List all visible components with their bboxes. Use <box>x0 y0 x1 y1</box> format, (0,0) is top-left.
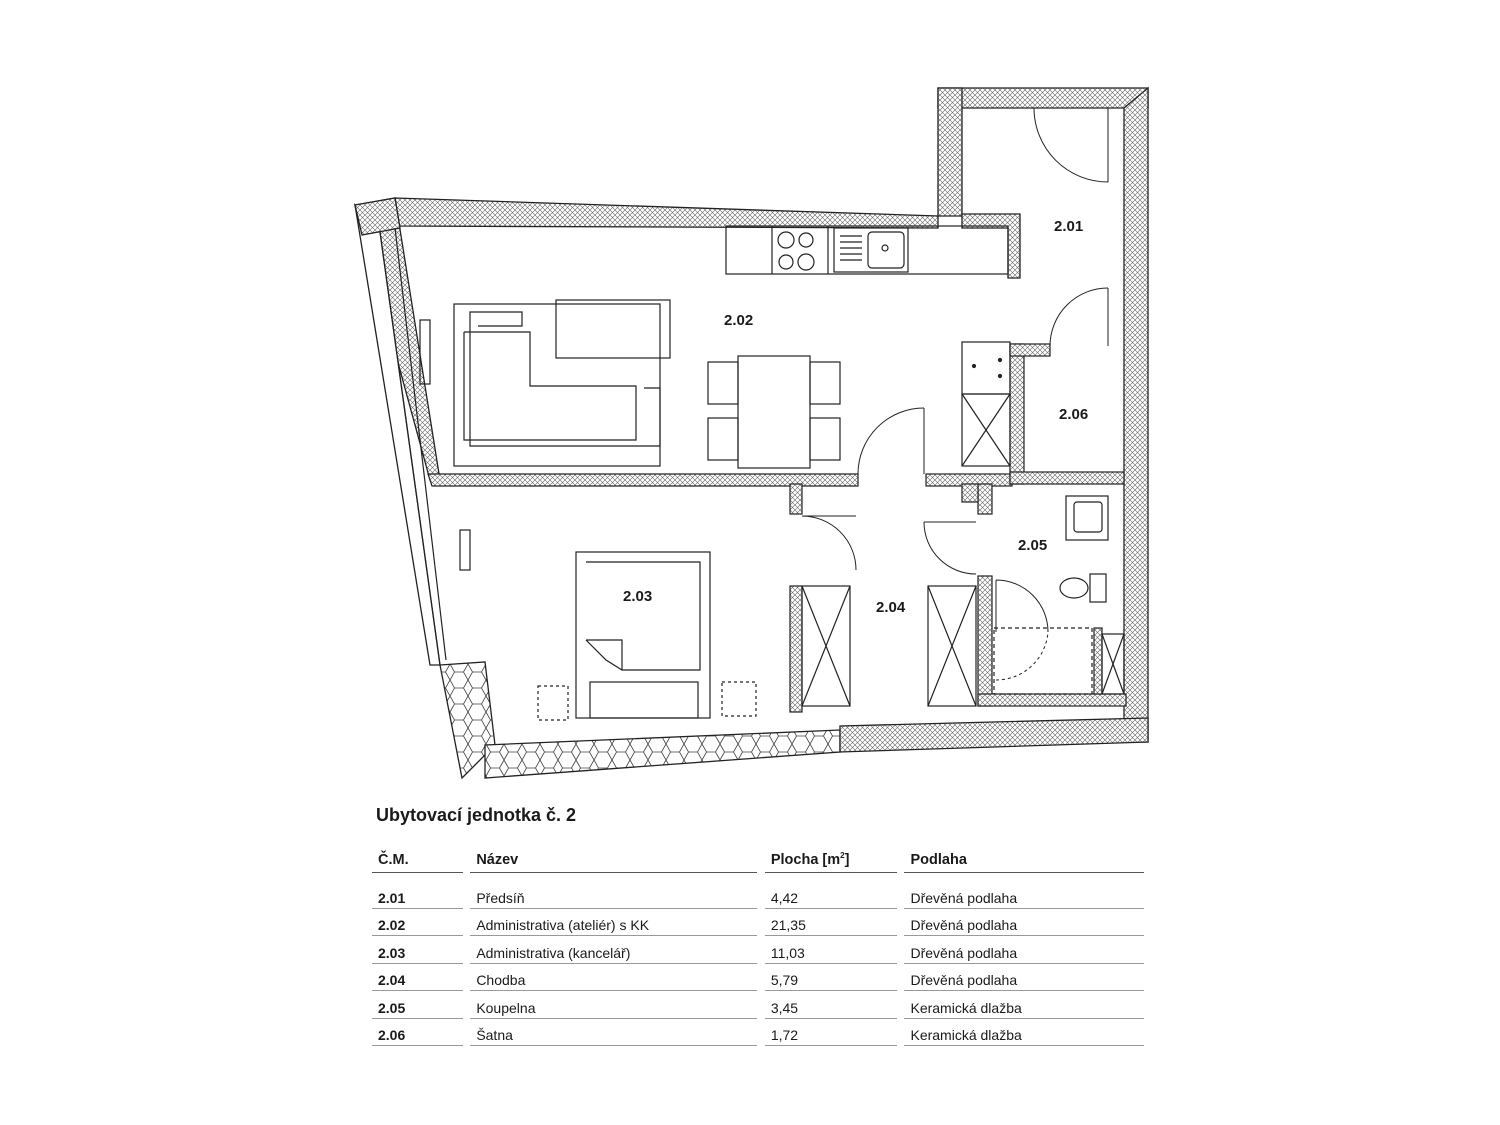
header-cm: Č.M. <box>372 848 463 873</box>
cell-cm: 2.02 <box>372 909 463 937</box>
cell-floor: Dřevěná podlaha <box>904 936 1144 964</box>
shower <box>994 628 1092 694</box>
cell-area: 21,35 <box>765 909 897 937</box>
cell-name: Předsíň <box>470 881 757 909</box>
header-floor: Podlaha <box>904 848 1144 873</box>
cell-floor: Keramická dlažba <box>904 991 1144 1019</box>
room-label-2-05: 2.05 <box>1018 537 1048 554</box>
nightstand-left <box>538 686 568 720</box>
table-body <box>372 873 1144 1046</box>
sofa-icon <box>454 304 660 466</box>
stove-icon <box>778 232 814 270</box>
cell-floor: Dřevěná podlaha <box>904 964 1144 992</box>
cell-name: Šatna <box>470 1019 757 1047</box>
cell-floor: Dřevěná podlaha <box>904 909 1144 937</box>
interior-walls <box>428 344 1126 712</box>
table-header-row <box>372 848 1144 873</box>
washbasin-icon <box>1066 496 1108 540</box>
cell-area: 4,42 <box>765 881 897 909</box>
cell-name: Koupelna <box>470 991 757 1019</box>
table-row <box>372 881 1144 909</box>
rooms-table <box>372 848 1144 1046</box>
cell-floor: Keramická dlažba <box>904 1019 1144 1047</box>
table-row <box>372 1019 1144 1047</box>
cell-area: 11,03 <box>765 936 897 964</box>
unit-title: Ubytovací jednotka č. 2 <box>376 805 577 825</box>
room-label-2-06: 2.06 <box>1059 406 1089 423</box>
cell-name: Administrativa (ateliér) s KK <box>470 909 757 937</box>
room-label-2-01: 2.01 <box>1054 218 1084 235</box>
room-label-2-02: 2.02 <box>724 312 754 329</box>
cell-cm: 2.05 <box>372 991 463 1019</box>
cell-floor: Dřevěná podlaha <box>904 881 1144 909</box>
room-label-2-03: 2.03 <box>623 588 653 605</box>
cell-cm: 2.03 <box>372 936 463 964</box>
nightstand-right <box>722 682 756 716</box>
cell-name: Chodba <box>470 964 757 992</box>
cell-name: Administrativa (kancelář) <box>470 936 757 964</box>
cell-area: 5,79 <box>765 964 897 992</box>
cell-cm: 2.01 <box>372 881 463 909</box>
appliance-dots <box>973 359 1002 378</box>
table-row <box>372 991 1144 1019</box>
cell-area: 3,45 <box>765 991 897 1019</box>
cell-cm: 2.04 <box>372 964 463 992</box>
table-row <box>372 909 1144 937</box>
header-area: Plocha $[m^2]$ <box>765 848 897 873</box>
cell-cm: 2.06 <box>372 1019 463 1047</box>
exterior-walls <box>355 88 1148 778</box>
room-label-2-04: 2.04 <box>876 599 906 616</box>
toilet-icon <box>1060 574 1106 602</box>
sink-icon <box>834 228 908 272</box>
bed-icon <box>576 552 710 718</box>
header-name: Název <box>470 848 757 873</box>
cell-area: 1,72 <box>765 1019 897 1047</box>
table-row <box>372 964 1144 992</box>
table-row <box>372 936 1144 964</box>
dining-table <box>708 356 840 468</box>
coffee-table <box>556 300 670 358</box>
